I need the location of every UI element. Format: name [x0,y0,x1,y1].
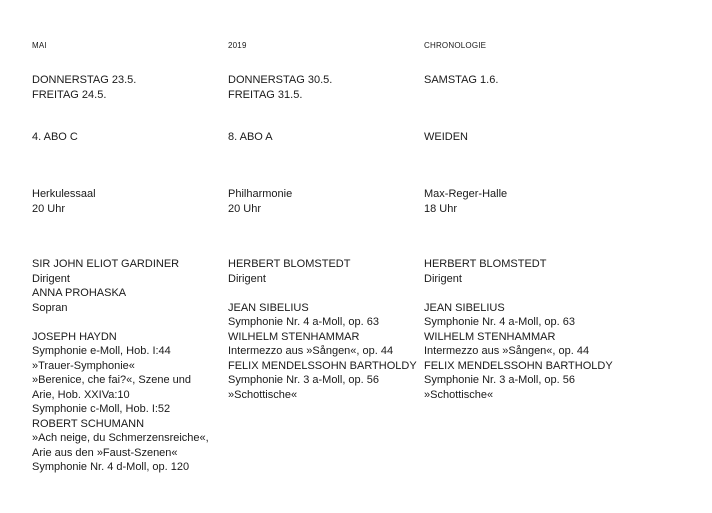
venue-info [228,187,292,216]
concert-time: 20 Uhr [32,202,66,215]
work-title: »Schottische« [228,388,298,401]
subscription-label: 4. ABO C [32,131,78,143]
composer-name: JOSEPH HAYDN [32,330,117,343]
composer-name: WILHELM STENHAMMAR [228,330,360,343]
subscription-label: WEIDEN [424,131,468,143]
work-title: Intermezzo aus »Sången«, op. 44 [424,345,590,357]
composer-name: JEAN SIBELIUS [424,301,505,314]
concert-dates [424,73,498,88]
work-title: Arie, Hob. XXIVa:10 [32,388,130,401]
work-title: »Ach neige, du Schmerzensreiche«, [32,432,209,444]
venue-info [424,187,507,216]
date-line: FREITAG 31.5. [228,88,303,101]
date-line: FREITAG 24.5. [32,88,107,101]
work-title: Symphonie Nr. 4 a-Moll, op. 63 [228,316,380,328]
concert-time: 18 Uhr [424,202,458,215]
composer-name: JEAN SIBELIUS [228,301,309,314]
performer-role: Dirigent [228,272,266,285]
work-title: Symphonie c-Moll, Hob. I:52 [32,403,171,415]
date-line: DONNERSTAG 30.5. [228,74,333,86]
performer-role: Sopran [32,301,68,314]
venue-name: Max-Reger-Halle [424,188,508,200]
concert-dates [228,73,332,102]
composer-name: WILHELM STENHAMMAR [424,330,556,343]
work-title: Symphonie Nr. 4 d-Moll, op. 120 [32,461,190,473]
composer-name: FELIX MENDELSSOHN BARTHOLDY [424,359,613,372]
work-title: Intermezzo aus »Sången«, op. 44 [228,345,394,357]
work-title: »Berenice, che fai?«, Szene und [32,374,192,386]
venue-name: Herkulessaal [32,188,96,200]
date-line: SAMSTAG 1.6. [424,74,499,86]
venue-info [32,187,96,216]
subscription-label: 8. ABO A [228,131,273,143]
concert-time: 20 Uhr [228,202,262,215]
program [424,257,613,402]
performer-name: HERBERT BLOMSTEDT [228,258,351,270]
work-title: »Schottische« [424,388,494,401]
column-header: CHRONOLOGIE [424,41,487,50]
performer-role: Dirigent [32,272,70,285]
work-title: »Trauer-Symphonie« [32,359,135,372]
performer-name: ANNA PROHASKA [32,287,127,299]
column-header: 2019 [228,41,247,50]
venue-name: Philharmonie [228,188,293,200]
performer-name: HERBERT BLOMSTEDT [424,258,547,270]
program [32,257,209,475]
work-title: Symphonie Nr. 3 a-Moll, op. 56 [424,374,576,386]
date-line: DONNERSTAG 23.5. [32,74,137,86]
composer-name: FELIX MENDELSSOHN BARTHOLDY [228,359,417,372]
work-title: Symphonie Nr. 4 a-Moll, op. 63 [424,316,576,328]
program [228,257,417,402]
composer-name: ROBERT SCHUMANN [32,417,145,430]
work-title: Symphonie e-Moll, Hob. I:44 [32,345,171,357]
performer-role: Dirigent [424,272,462,285]
performer-name: SIR JOHN ELIOT GARDINER [32,258,180,270]
work-title: Arie aus den »Faust-Szenen« [32,446,178,459]
column-header: MAI [32,41,47,50]
work-title: Symphonie Nr. 3 a-Moll, op. 56 [228,374,380,386]
concert-dates [32,73,136,102]
